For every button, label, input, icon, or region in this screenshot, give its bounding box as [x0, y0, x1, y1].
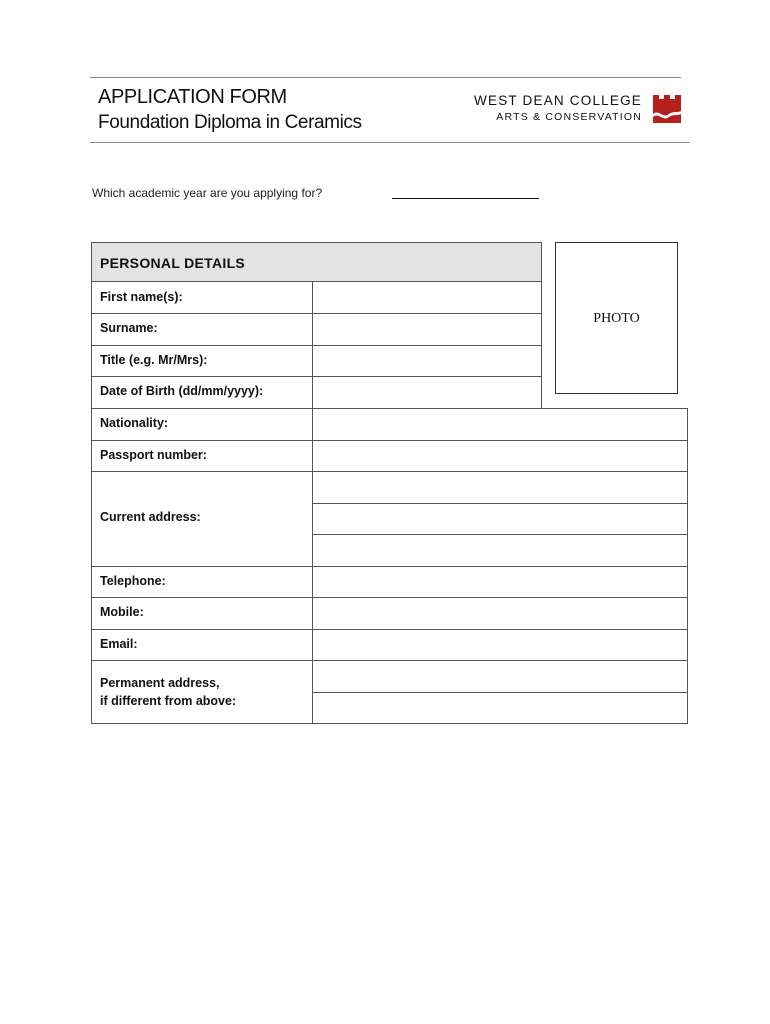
first-name-input[interactable]: [312, 281, 542, 314]
dob-label: Date of Birth (dd/mm/yyyy):: [100, 384, 264, 398]
nationality-label: Nationality:: [100, 416, 169, 430]
telephone-label-cell: [91, 566, 313, 598]
mobile-label: Mobile:: [100, 605, 144, 619]
passport-input[interactable]: [312, 440, 688, 472]
castle-tower-icon: [653, 95, 681, 123]
title-label-cell: [91, 345, 313, 377]
dob-input[interactable]: [312, 376, 542, 409]
current-address-line-1[interactable]: [312, 471, 688, 504]
mobile-input[interactable]: [312, 597, 688, 630]
telephone-input[interactable]: [312, 566, 688, 598]
email-label-cell: [91, 629, 313, 661]
current-address-label: Current address:: [100, 510, 201, 524]
telephone-label: Telephone:: [100, 574, 166, 588]
email-input[interactable]: [312, 629, 688, 661]
email-label: Email:: [100, 637, 138, 651]
academic-year-answer-field[interactable]: [392, 198, 539, 199]
nationality-input[interactable]: [312, 408, 688, 441]
passport-label-cell: [91, 440, 313, 472]
header-top-rule: [90, 77, 681, 78]
permanent-address-label-line-1: Permanent address,: [100, 676, 220, 690]
form-subtitle: Foundation Diploma in Ceramics: [98, 112, 362, 133]
dob-label-cell: [91, 376, 313, 409]
header-bottom-rule: [90, 142, 690, 143]
current-address-line-3[interactable]: [312, 534, 688, 567]
first-name-label: First name(s):: [100, 290, 183, 304]
surname-label-cell: [91, 313, 313, 346]
personal-details-heading: PERSONAL DETAILS: [100, 255, 246, 271]
title-input[interactable]: [312, 345, 542, 377]
photo-label: PHOTO: [593, 311, 640, 326]
college-name: WEST DEAN COLLEGE: [474, 93, 642, 108]
permanent-address-label-line-2: if different from above:: [100, 694, 237, 708]
photo-box[interactable]: [555, 242, 678, 394]
college-tagline: ARTS & CONSERVATION: [496, 111, 642, 123]
permanent-address-label: [100, 674, 236, 710]
permanent-address-line-2[interactable]: [312, 692, 688, 724]
personal-details-header: [91, 242, 542, 282]
surname-label: Surname:: [100, 321, 158, 335]
passport-label: Passport number:: [100, 448, 207, 462]
academic-year-question: Which academic year are you applying for?: [92, 186, 323, 200]
permanent-address-label-cell: [91, 660, 313, 724]
current-address-label-cell: [91, 471, 313, 567]
current-address-line-2[interactable]: [312, 503, 688, 535]
permanent-address-line-1[interactable]: [312, 660, 688, 693]
form-title: APPLICATION FORM: [98, 86, 287, 108]
title-label: Title (e.g. Mr/Mrs):: [100, 353, 208, 367]
surname-input[interactable]: [312, 313, 542, 346]
nationality-label-cell: [91, 408, 313, 441]
first-name-label-cell: [91, 281, 313, 314]
mobile-label-cell: [91, 597, 313, 630]
